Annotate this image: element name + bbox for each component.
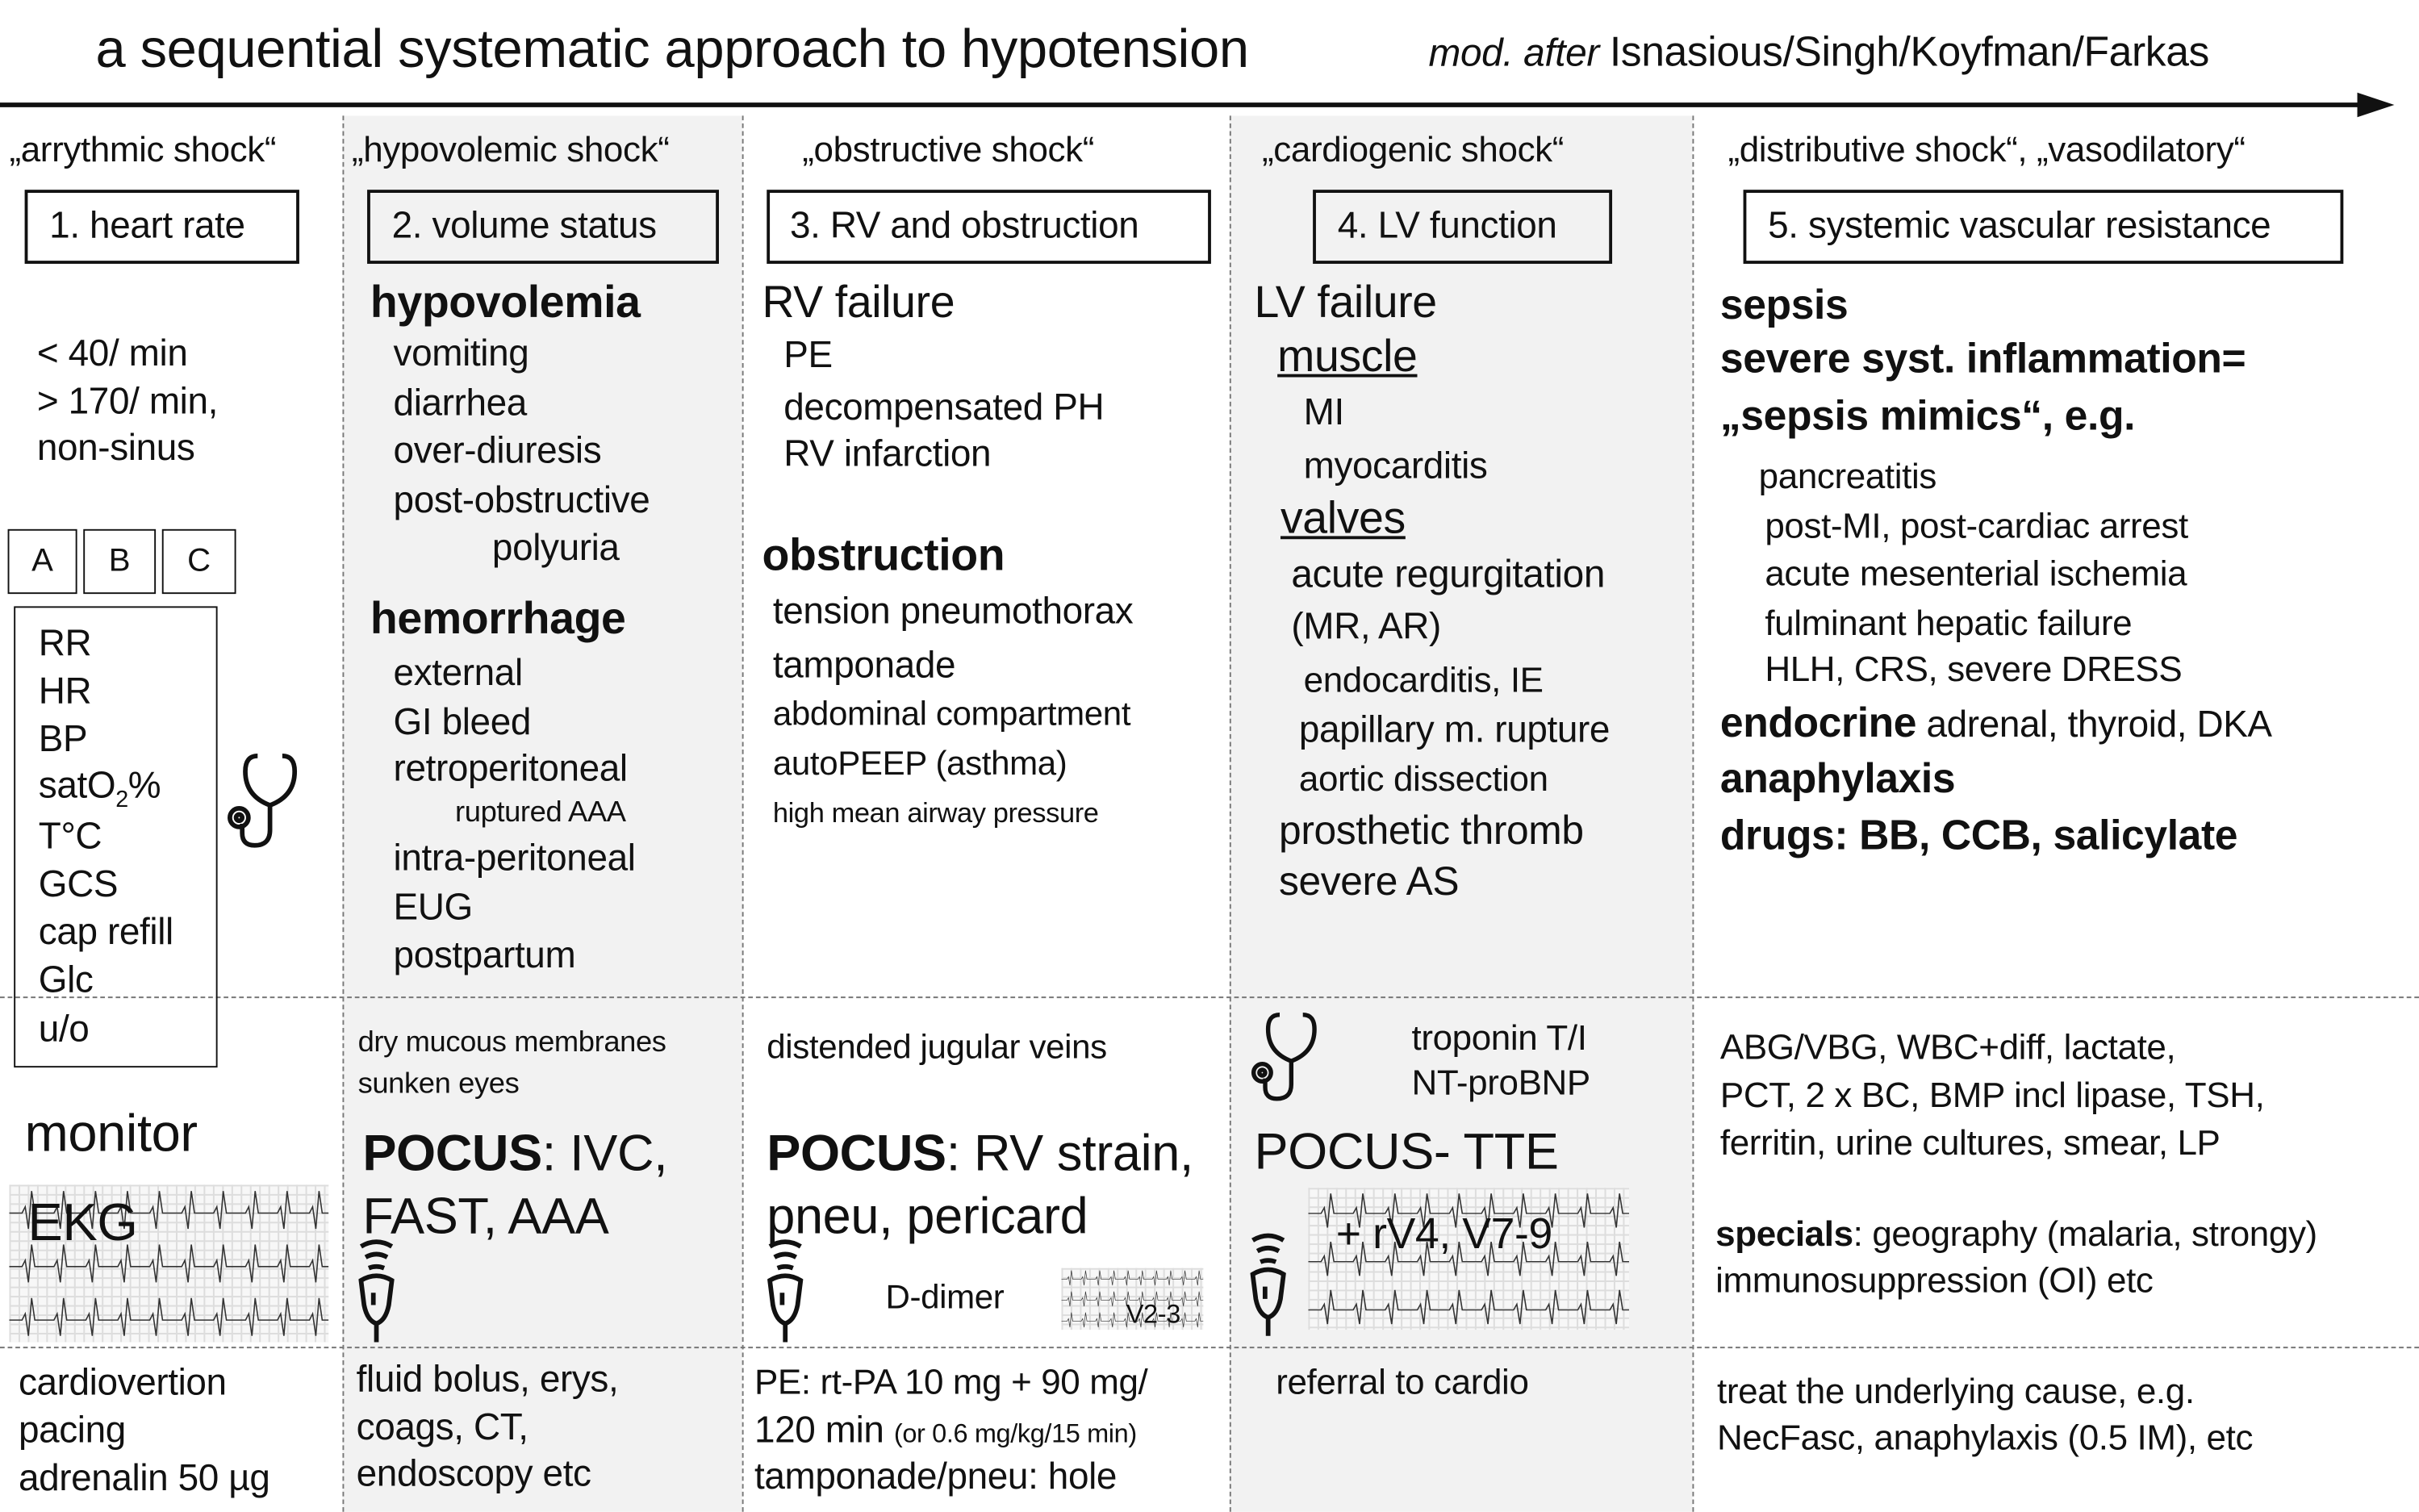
endocrine-line (1719, 700, 2272, 746)
cause-item: intra-peritoneal (393, 837, 636, 879)
ultrasound-probe-icon (1240, 1228, 1296, 1339)
cause-item: polyuria (491, 527, 620, 570)
cause-item: post-obstructive (393, 479, 650, 522)
subsection-heading: muscle (1277, 332, 1418, 382)
clinical-sign: sunken eyes (357, 1068, 520, 1101)
cause-item: post-MI, post-cardiac arrest (1765, 505, 2188, 545)
treatment-line (754, 1410, 1137, 1452)
vital-item: cap refill (38, 911, 173, 954)
pocus-line: FAST, AAA (362, 1187, 609, 1245)
cause-item: autoPEEP (asthma) (772, 743, 1067, 783)
section-heading: „sepsis mimics“, e.g. (1719, 392, 2136, 439)
vital-item: T°C (38, 816, 102, 858)
column-divider (1230, 115, 1231, 1511)
abc-box-b: B (83, 529, 156, 594)
cause-item: fulminant hepatic failure (1765, 602, 2133, 643)
vital-item: BP (38, 718, 88, 761)
ultrasound-probe-icon (349, 1234, 404, 1346)
lab-test: ferritin, urine cultures, smear, LP (1719, 1121, 2221, 1163)
step-label: 4. LV function (1337, 205, 1557, 247)
abc-box-a: A (8, 529, 77, 594)
cause-item: RV infarction (783, 433, 992, 475)
treatment-item: tamponade/pneu: hole (754, 1456, 1118, 1498)
cause-item: acute mesenterial ischemia (1765, 553, 2187, 594)
sequence-arrow (0, 86, 2419, 123)
column-subtitle: „distributive shock“, „vasodilatory“ (1728, 128, 2246, 169)
vital-item: u/o (38, 1009, 90, 1051)
section-heading: severe syst. inflammation= (1719, 335, 2246, 382)
cause-item: PE (783, 334, 833, 377)
cause-item: over-diuresis (393, 430, 602, 473)
cause-item: severe AS (1279, 858, 1460, 904)
column-divider (342, 115, 344, 1511)
cause-item: GI bleed (393, 701, 531, 744)
treatment-alt-dose: (or 0.6 mg/kg/15 min) (893, 1419, 1137, 1449)
cause-item: tamponade (772, 645, 956, 687)
treatment-duration: 120 min (754, 1410, 884, 1452)
treatment-item: treat the underlying cause, e.g. (1717, 1370, 2195, 1411)
cause-item: external (393, 652, 523, 695)
vital-item: GCS (38, 863, 119, 906)
pocus-obstructive (767, 1123, 1194, 1181)
section-heading: drugs: BB, CCB, salicylate (1719, 812, 2238, 859)
column-divider (1692, 115, 1694, 1511)
cause-item: endocarditis, IE (1303, 659, 1544, 700)
section-heading: hypovolemia (370, 278, 641, 328)
stethoscope-icon (1247, 1009, 1336, 1105)
cause-item: HLH, CRS, severe DRESS (1765, 648, 2183, 689)
treatment-item: endoscopy etc (356, 1453, 591, 1495)
cause-item: postpartum (393, 934, 576, 977)
pocus-rest: : IVC, (541, 1123, 668, 1181)
lab-test: troponin T/I (1411, 1017, 1587, 1058)
section-heading: anaphylaxis (1719, 754, 1956, 802)
criterion: non-sinus (36, 427, 195, 470)
pocus-hypovolemic (362, 1123, 668, 1181)
cause-item: EUG (393, 887, 473, 929)
endocrine-rest: adrenal, thyroid, DKA (1916, 704, 2272, 746)
criterion: < 40/ min (36, 332, 188, 375)
abc-box-c: C (162, 529, 236, 594)
step-label: 3. RV and obstruction (789, 205, 1139, 247)
treatment-item: NecFasc, anaphylaxis (0.5 IM), etc (1717, 1417, 2254, 1457)
pocus-line: pneu, pericard (767, 1187, 1088, 1245)
specials-line (1715, 1213, 2317, 1254)
lab-test: PCT, 2 x BC, BMP incl lipase, TSH, (1719, 1074, 2265, 1115)
treatment-item: referral to cardio (1276, 1361, 1529, 1402)
pocus-line: POCUS- TTE (1254, 1121, 1559, 1180)
cause-item: tension pneumothorax (772, 591, 1134, 633)
step-label: 1. heart rate (49, 205, 245, 247)
cause-item: vomiting (393, 332, 529, 375)
lab-test: ABG/VBG, WBC+diff, lactate, (1719, 1026, 2176, 1067)
column-subtitle: „arrythmic shock“ (9, 128, 277, 169)
cause-item: aortic dissection (1298, 758, 1548, 799)
specials-rest: : geography (malaria, strongy) (1853, 1213, 2317, 1254)
lab-test: NT-proBNP (1411, 1062, 1590, 1103)
page-title: a sequential systematic approach to hypotension (95, 19, 1249, 80)
treatment-item: fluid bolus, erys, (356, 1359, 619, 1401)
step-label: 2. volume status (391, 205, 657, 247)
ekg-extra-leads: + rV4, V7-9 (1335, 1209, 1552, 1258)
pocus-label: POCUS (767, 1123, 946, 1181)
specials-label: specials (1715, 1213, 1853, 1254)
treatment-item: coags, CT, (356, 1406, 529, 1449)
cause-item: abdominal compartment (772, 694, 1131, 733)
cause-item: MI (1303, 391, 1344, 434)
column-divider (742, 115, 744, 1511)
pocus-rest: : RV strain, (946, 1123, 1194, 1181)
row-divider (0, 1347, 2419, 1348)
vital-sat-label: satO (38, 765, 116, 808)
vital-sat-sub: 2 (115, 786, 128, 813)
cause-item: high mean airway pressure (772, 797, 1099, 829)
specials-line: immunosuppression (OI) etc (1715, 1259, 2154, 1300)
clinical-sign: dry mucous membranes (357, 1026, 666, 1059)
subsection-heading: valves (1280, 494, 1406, 544)
section-heading: hemorrhage (370, 595, 626, 645)
treatment-item: pacing (18, 1410, 126, 1452)
cause-item: papillary m. rupture (1298, 709, 1611, 752)
cause-item: acute regurgitation (1291, 553, 1606, 596)
ekg-label: EKG (27, 1193, 138, 1253)
section-heading: sepsis (1719, 281, 1849, 328)
cause-item: retroperitoneal (393, 748, 628, 790)
endocrine-label: endocrine (1719, 700, 1917, 746)
ultrasound-probe-icon (758, 1234, 813, 1346)
pocus-label: POCUS (362, 1123, 542, 1181)
column-subtitle: „obstructive shock“ (802, 128, 1095, 169)
vital-sat-percent: % (127, 765, 161, 808)
title-authors: Isnasious/Singh/Koyfman/Farkas (1609, 28, 2210, 75)
section-heading: LV failure (1254, 278, 1437, 328)
ekg-lead-label: V2-3 (1126, 1299, 1180, 1330)
column-subtitle: „cardiogenic shock“ (1262, 128, 1565, 169)
criterion: > 170/ min, (36, 381, 218, 423)
treatment-item: PE: rt-PA 10 mg + 90 mg/ (754, 1361, 1148, 1402)
cause-item: myocarditis (1303, 445, 1488, 488)
cause-item: prosthetic thromb (1279, 806, 1584, 854)
row-divider (0, 996, 2419, 998)
stethoscope-icon (224, 750, 316, 851)
treatment-item: adrenalin 50 µg (18, 1457, 270, 1500)
column-subtitle: „hypovolemic shock“ (351, 128, 670, 169)
lab-test: D-dimer (885, 1277, 1005, 1316)
cause-item: decompensated PH (783, 386, 1105, 429)
treatment-item: cardiovertion (18, 1362, 227, 1404)
vital-sat (38, 765, 161, 813)
vital-item: HR (38, 670, 92, 713)
cause-item: pancreatitis (1758, 455, 1936, 496)
section-heading: obstruction (762, 531, 1005, 581)
title-attribution (1428, 28, 2210, 75)
section-heading: RV failure (762, 278, 955, 328)
cause-item: diarrhea (393, 382, 527, 424)
vital-item: RR (38, 623, 92, 666)
monitor-label: monitor (24, 1104, 198, 1163)
vital-item: Glc (38, 959, 94, 1001)
cause-item: (MR, AR) (1291, 606, 1441, 649)
title-mod: mod. after (1428, 31, 1599, 75)
clinical-sign: distended jugular veins (767, 1027, 1107, 1067)
cause-item: ruptured AAA (455, 796, 626, 829)
step-label: 5. systemic vascular resistance (1768, 205, 2271, 247)
